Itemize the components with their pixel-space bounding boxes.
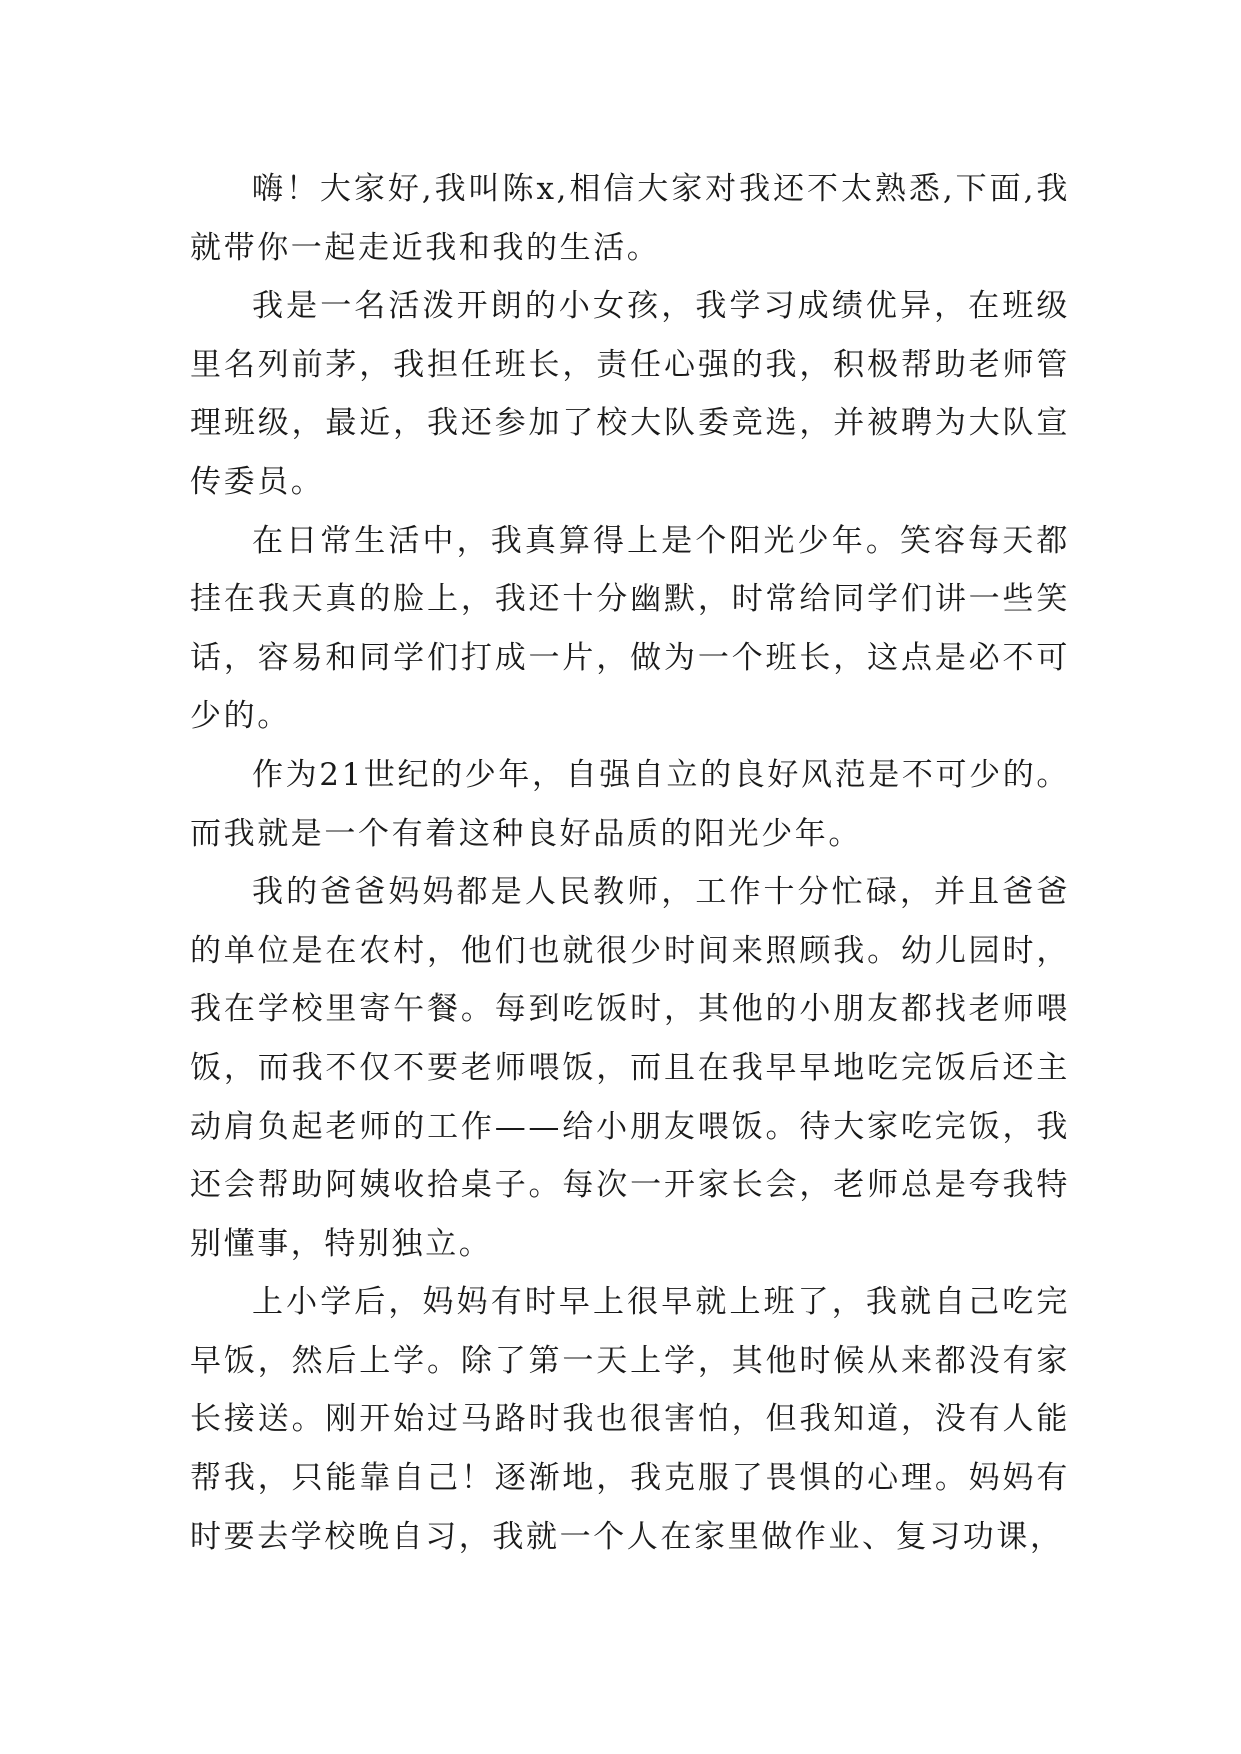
- paragraph-3: 在日常生活中，我真算得上是个阳光少年。笑容每天都挂在我天真的脸上，我还十分幽默，时常给同学们讲一些笑话，容易和同学们打成一片，做为一个班长，这点是必不可少的。: [190, 522, 1070, 735]
- paragraph-1: 嗨！大家好,我叫陈x,相信大家对我还不太熟悉,下面,我就带你一起走近我和我的生活。: [190, 171, 1070, 266]
- paragraph-2: 我是一名活泼开朗的小女孩，我学习成绩优异，在班级里名列前茅，我担任班长，责任心强的我，积极帮助老师管理班级，最近，我还参加了校大队委竞选，并被聘为大队宣传委员。: [190, 288, 1070, 500]
- paragraph-5: 我的爸爸妈妈都是人民教师，工作十分忙碌，并且爸爸的单位是在农村，他们也就很少时间来照顾我。幼儿园时，我在学校里寄午餐。每到吃饭时，其他的小朋友都找老师喂饭，而我不仅不要老师喂饭，而且在我早早地吃完饭后还主动肩负起老师的工作——给小朋友喂饭。待大家吃完饭，我还会帮助阿姨收拾桌子。每次一开家长会，老师总是夸我特别懂事，特别独立。: [190, 874, 1070, 1262]
- document-body: [190, 160, 1070, 1566]
- paragraph-4: 作为21世纪的少年，自强自立的良好风范是不可少的。而我就是一个有着这种良好品质的阳光少年。: [190, 756, 1070, 852]
- paragraph-6: 上小学后，妈妈有时早上很早就上班了，我就自己吃完早饭，然后上学。除了第一天上学，其他时候从来都没有家长接送。刚开始过马路时我也很害怕，但我知道，没有人能帮我，只能靠自己！逐渐地，我克服了畏惧的心理。妈妈有时要去学校晚自习，我就一个人在家里做作业、复习功课，: [190, 1284, 1070, 1555]
